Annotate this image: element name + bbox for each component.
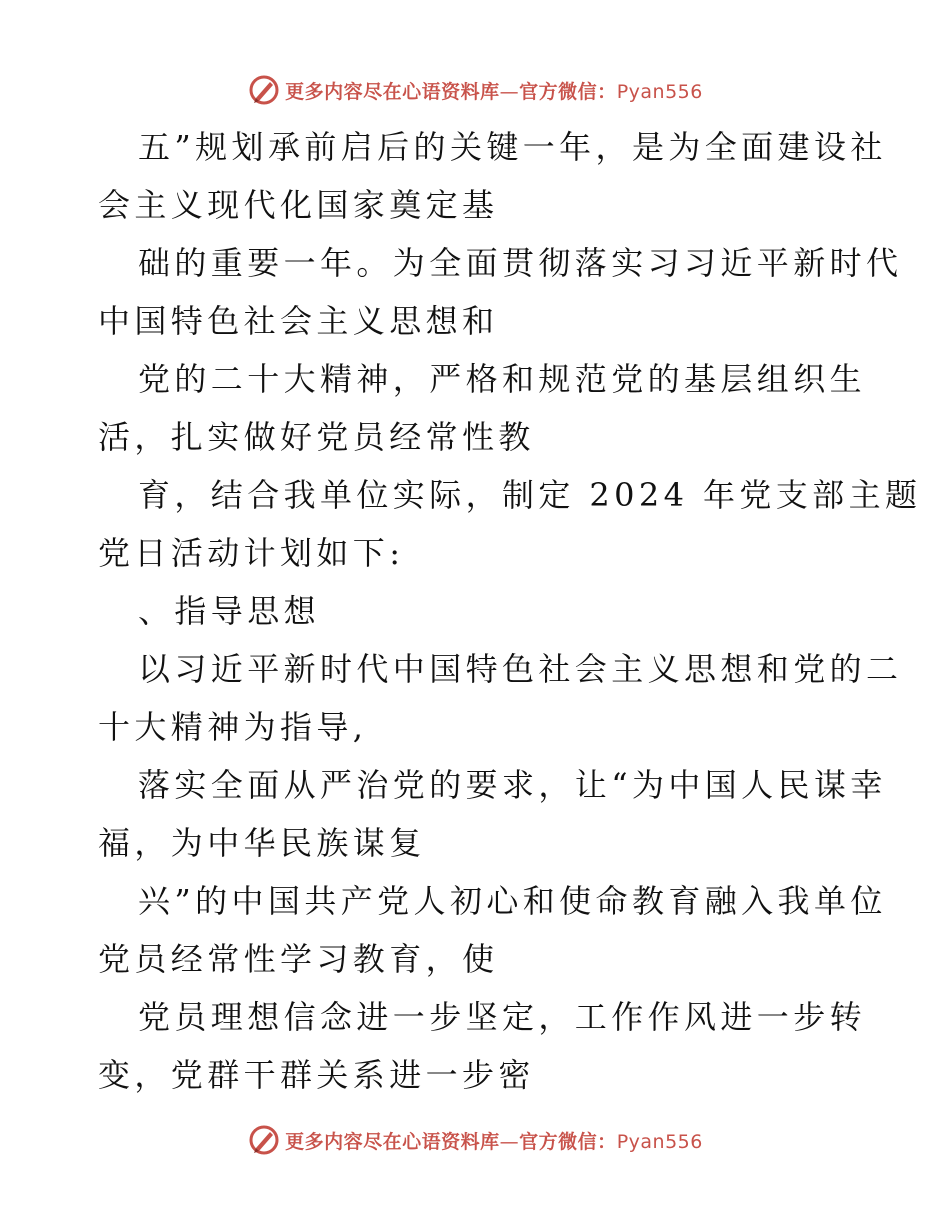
text-line: 中国特色社会主义思想和 xyxy=(98,302,499,340)
text-line: 党员经常性学习教育，使 xyxy=(98,940,499,978)
pen-logo-icon xyxy=(247,1123,281,1157)
text-line: 党员理想信念进一步坚定，工作作风进一步转 xyxy=(138,998,867,1036)
pen-logo-icon xyxy=(247,73,281,107)
text-line: 十大精神为指导, xyxy=(98,708,368,746)
text-line: 变，党群干群关系进一步密 xyxy=(98,1056,535,1094)
footer-watermark xyxy=(0,1120,950,1160)
text-line: 以习近平新时代中国特色社会主义思想和党的二 xyxy=(138,650,903,688)
document-body xyxy=(98,118,922,1104)
watermark-text: 更多内容尽在心语资料库—官方微信：Pyan556 xyxy=(285,80,703,103)
text-line: 础的重要一年。为全面贯彻落实习习近平新时代 xyxy=(138,244,903,282)
text-line: 福，为中华民族谋复 xyxy=(98,824,426,862)
text-line: 落实全面从严治党的要求，让“为中国人民谋幸 xyxy=(138,766,887,804)
header-watermark xyxy=(0,70,950,110)
text-line: 育，结合我单位实际，制定 2024 年党支部主题 xyxy=(138,476,922,514)
section-heading: 、指导思想 xyxy=(138,592,321,630)
text-line: 会主义现代化国家奠定基 xyxy=(98,186,499,224)
text-line: 兴”的中国共产党人初心和使命教育融入我单位 xyxy=(138,882,887,920)
watermark-text: 更多内容尽在心语资料库—官方微信：Pyan556 xyxy=(285,1130,703,1153)
text-line: 活，扎实做好党员经常性教 xyxy=(98,418,535,456)
text-line: 党的二十大精神，严格和规范党的基层组织生 xyxy=(138,360,867,398)
text-line: 五”规划承前启后的关键一年，是为全面建设社 xyxy=(138,128,887,166)
text-line: 党日活动计划如下: xyxy=(98,534,405,572)
